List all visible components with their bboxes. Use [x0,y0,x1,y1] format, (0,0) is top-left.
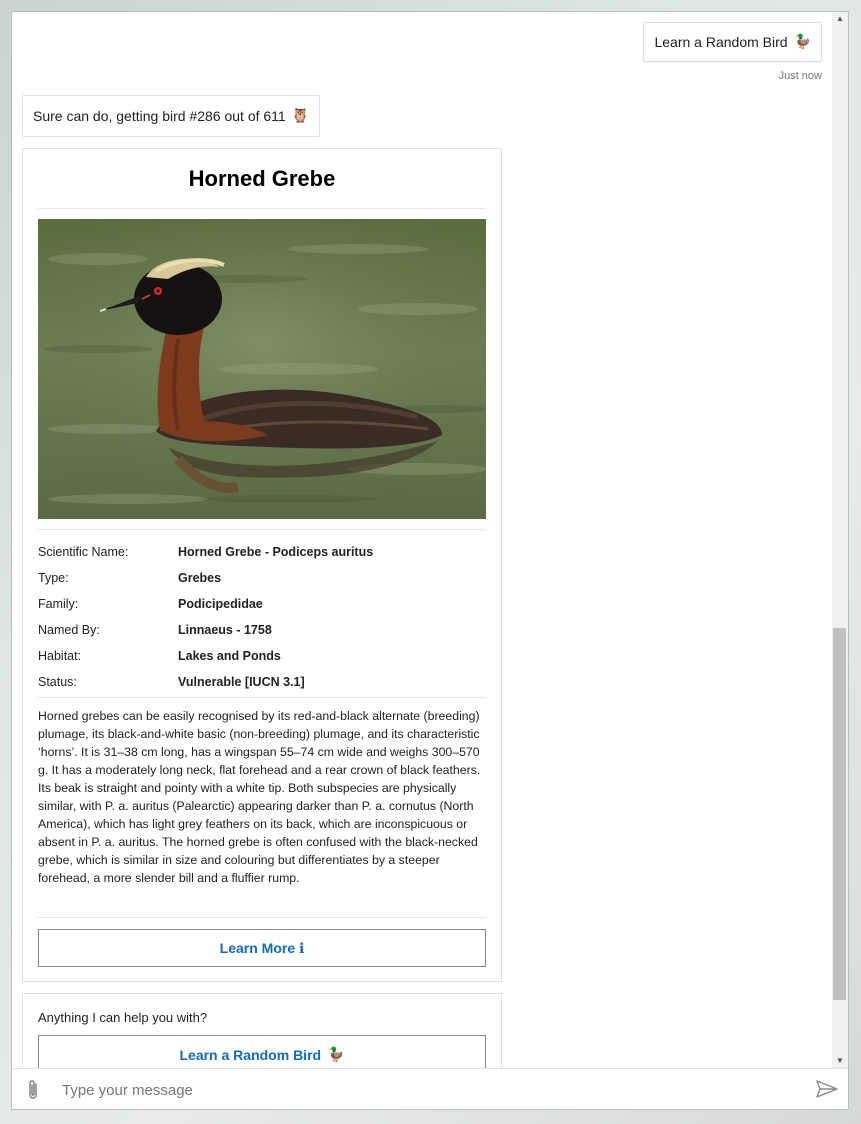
duck-emoji-icon: 🦆 [327,1047,345,1063]
fact-key: Scientific Name: [38,545,129,559]
divider [38,917,486,918]
fact-key: Family: [38,597,79,611]
fact-key: Status: [38,675,77,689]
chat-window [11,11,849,1110]
learn-more-button[interactable]: Learn More ℹ [38,929,486,967]
fact-key: Named By: [38,623,100,637]
bird-description: Horned grebes can be easily recognised by its red-and-black alternate (breeding) plumage, its black-and-white basic (non-breeding) plumage, and its characteristic ‘horns’. It is 31–38 cm long, has a wingspan 55–74 cm wide and weighs 300–570 g. It has a moderately long neck, flat forehead and a rear crown of black feathers. Its beak is straight and pointy with a white tip. Both subspecies are physically similar, with P. a. auritus (Palearctic) appearing darker than P. a. cornutus (North America), which has light grey feathers on its back, which are inconspicuous or absent in P. a. auritus. The horned grebe is often confused with the black-necked grebe, which is similar in size and colouring but differentiates by a steeper forehead, a more slender bill and a fluffier rump. [38,709,481,885]
divider [38,697,486,698]
learn-random-bird-button[interactable] [38,1035,486,1068]
scroll-up-arrow-icon[interactable]: ▲ [836,14,844,23]
chat-history[interactable] [12,12,832,1068]
chat-scrollbar[interactable] [832,12,848,1068]
bird-title: Horned Grebe [38,149,486,209]
fact-row [38,643,486,669]
message-input-bar [12,1068,848,1109]
message-input[interactable] [60,1075,804,1105]
divider [38,529,486,530]
fact-row [38,539,486,565]
send-icon[interactable] [816,1079,838,1099]
fact-value: Vulnerable [IUCN 3.1] [178,675,305,689]
bot-message-text: Sure can do, getting bird #286 out of 611 [33,108,286,124]
fact-value: Podicipedidae [178,597,263,611]
scrollbar-thumb[interactable] [833,628,846,1000]
paperclip-icon[interactable] [24,1078,42,1102]
fact-row [38,669,486,695]
user-message-text: Learn a Random Bird [654,34,788,50]
fact-row [38,591,486,617]
fact-key: Habitat: [38,649,82,663]
fact-key: Type: [38,571,69,585]
learn-random-bird-label: Learn a Random Bird [179,1047,322,1063]
followup-card [22,993,502,1068]
followup-prompt: Anything I can help you with? [38,1010,208,1025]
user-message-bubble [643,22,822,62]
fact-value: Linnaeus - 1758 [178,623,272,637]
owl-emoji-icon: 🦉 [291,108,310,124]
fact-row [38,565,486,591]
fact-value: Lakes and Ponds [178,649,281,663]
message-timestamp: Just now [778,70,822,82]
duck-emoji-icon: 🦆 [793,34,811,50]
bot-message-bubble [22,95,320,137]
bird-facts [38,539,486,695]
scroll-down-arrow-icon[interactable]: ▼ [836,1056,844,1065]
grebe-photo [38,219,486,519]
fact-value: Grebes [178,571,222,585]
bird-info-card [22,148,502,982]
fact-value: Horned Grebe - Podiceps auritus [178,545,374,559]
fact-row [38,617,486,643]
